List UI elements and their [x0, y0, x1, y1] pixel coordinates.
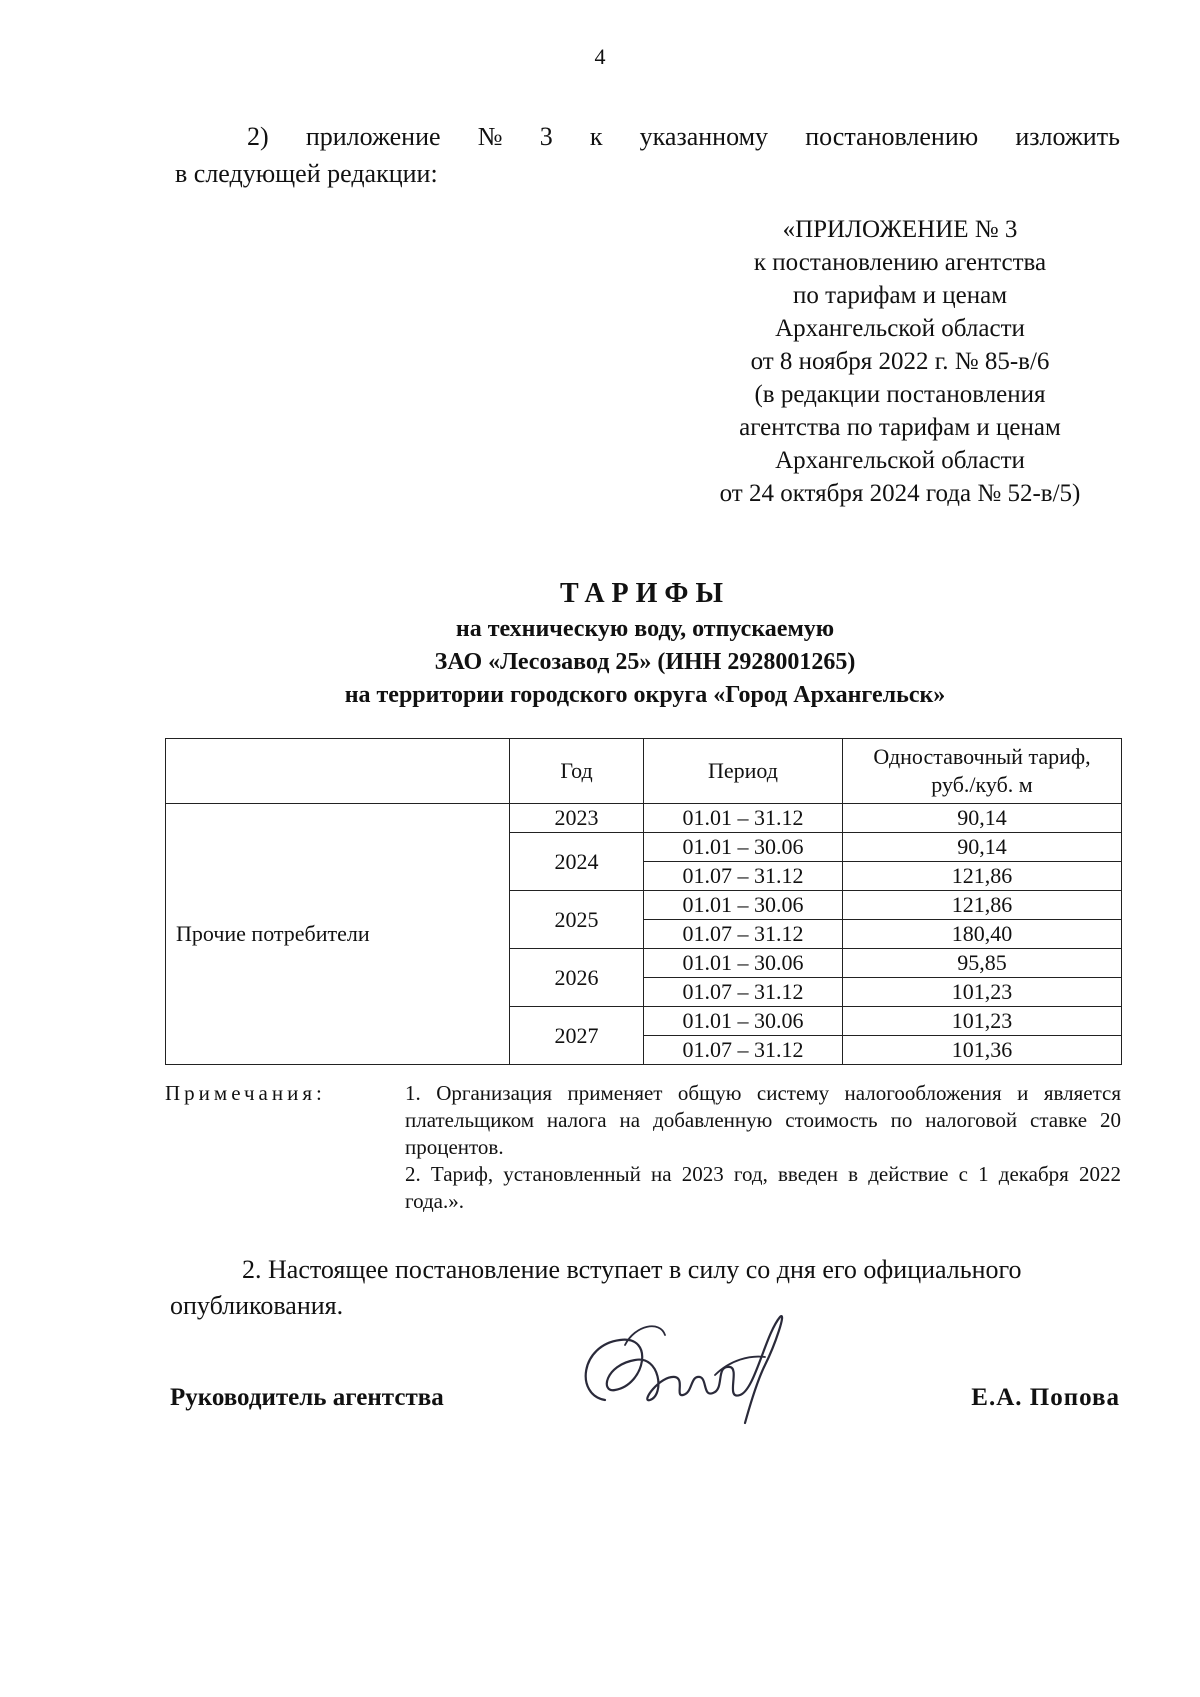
tariff-table [165, 738, 1122, 1065]
intro-word: приложение [305, 122, 441, 151]
appendix-line: Архангельской области [775, 447, 1025, 474]
intro-line-1 [175, 118, 1120, 155]
signatory-role: Руководитель агентства [170, 1384, 444, 1411]
appendix-line: (в редакции постановления [754, 381, 1046, 408]
signatory-name: Е.А. Попова [971, 1384, 1120, 1411]
intro-word: изложить [1015, 122, 1120, 151]
tariff-cell: 180,40 [843, 920, 1122, 949]
intro-word: № [477, 122, 503, 151]
appendix-line: от 8 ноября 2022 г. № 85-в/6 [750, 348, 1050, 375]
appendix-line: по тарифам и ценам [792, 282, 1008, 309]
year-cell: 2023 [510, 804, 644, 833]
header-year: Год [510, 739, 644, 804]
intro-word: постановлению [805, 122, 979, 151]
period-cell: 01.07 – 31.12 [644, 1036, 843, 1065]
page-number: 4 [594, 44, 606, 69]
note-item: 1. Организация применяет общую систему налогообложения и является плательщиком налога на добавленную стоимость по налоговой ставке 20 процентов. [405, 1081, 1121, 1159]
header-consumer [166, 739, 510, 804]
appendix-line: от 24 октября 2024 года № 52-в/5) [719, 480, 1081, 507]
appendix-line: Архангельской области [775, 315, 1025, 342]
period-cell: 01.01 – 30.06 [644, 833, 843, 862]
title-line: на территории городского округа «Город Архангельск» [344, 682, 946, 708]
header-tariff [843, 739, 1122, 804]
consumer-cell: Прочие потребители [166, 804, 510, 1065]
year-cell: 2027 [510, 1007, 644, 1065]
tariff-cell: 101,36 [843, 1036, 1122, 1065]
final-line: опубликования. [170, 1291, 344, 1320]
title-line: на техническую воду, отпускаемую [455, 616, 835, 642]
period-cell: 01.07 – 31.12 [644, 978, 843, 1007]
tariff-cell: 95,85 [843, 949, 1122, 978]
note-item: 2. Тариф, установленный на 2023 год, введен в действие с 1 декабря 2022 года.». [405, 1162, 1121, 1213]
period-cell: 01.01 – 30.06 [644, 1007, 843, 1036]
appendix-line: к постановлению агентства [753, 249, 1047, 276]
intro-line-2: в следующей редакции: [175, 159, 438, 188]
period-cell: 01.01 – 30.06 [644, 891, 843, 920]
tariff-cell: 121,86 [843, 862, 1122, 891]
period-cell: 01.07 – 31.12 [644, 862, 843, 891]
tariff-cell: 101,23 [843, 1007, 1122, 1036]
notes-label: Примечания: [165, 1081, 326, 1105]
header-tariff-line: руб./куб. м [931, 772, 1033, 797]
title-line: ЗАО «Лесозавод 25» (ИНН 2928001265) [434, 649, 856, 675]
intro-word: 2) [247, 122, 269, 151]
period-cell: 01.01 – 30.06 [644, 949, 843, 978]
header-period: Период [644, 739, 843, 804]
period-cell: 01.07 – 31.12 [644, 920, 843, 949]
intro-word: к [589, 122, 603, 151]
year-cell: 2025 [510, 891, 644, 949]
intro-word: указанному [639, 122, 769, 151]
table-header-row [166, 739, 1122, 804]
year-cell: 2026 [510, 949, 644, 1007]
tariff-cell: 101,23 [843, 978, 1122, 1007]
period-cell: 01.01 – 31.12 [644, 804, 843, 833]
tariff-cell: 90,14 [843, 833, 1122, 862]
tariff-cell: 90,14 [843, 804, 1122, 833]
year-cell: 2024 [510, 833, 644, 891]
title-main: ТАРИФЫ [560, 578, 730, 609]
signature-image [565, 1305, 795, 1430]
header-tariff-line: Одноставочный тариф, [873, 744, 1091, 769]
final-line: 2. Настоящее постановление вступает в силу со дня его официального [242, 1255, 1022, 1284]
tariff-cell: 121,86 [843, 891, 1122, 920]
appendix-line: агентства по тарифам и ценам [739, 414, 1061, 441]
notes-body [405, 1080, 1121, 1215]
intro-word: 3 [539, 122, 553, 151]
appendix-line: «ПРИЛОЖЕНИЕ № 3 [782, 216, 1018, 243]
document-title [170, 575, 1120, 712]
appendix-header [680, 213, 1120, 510]
table-row [166, 804, 1122, 833]
intro-paragraph [175, 118, 1120, 192]
